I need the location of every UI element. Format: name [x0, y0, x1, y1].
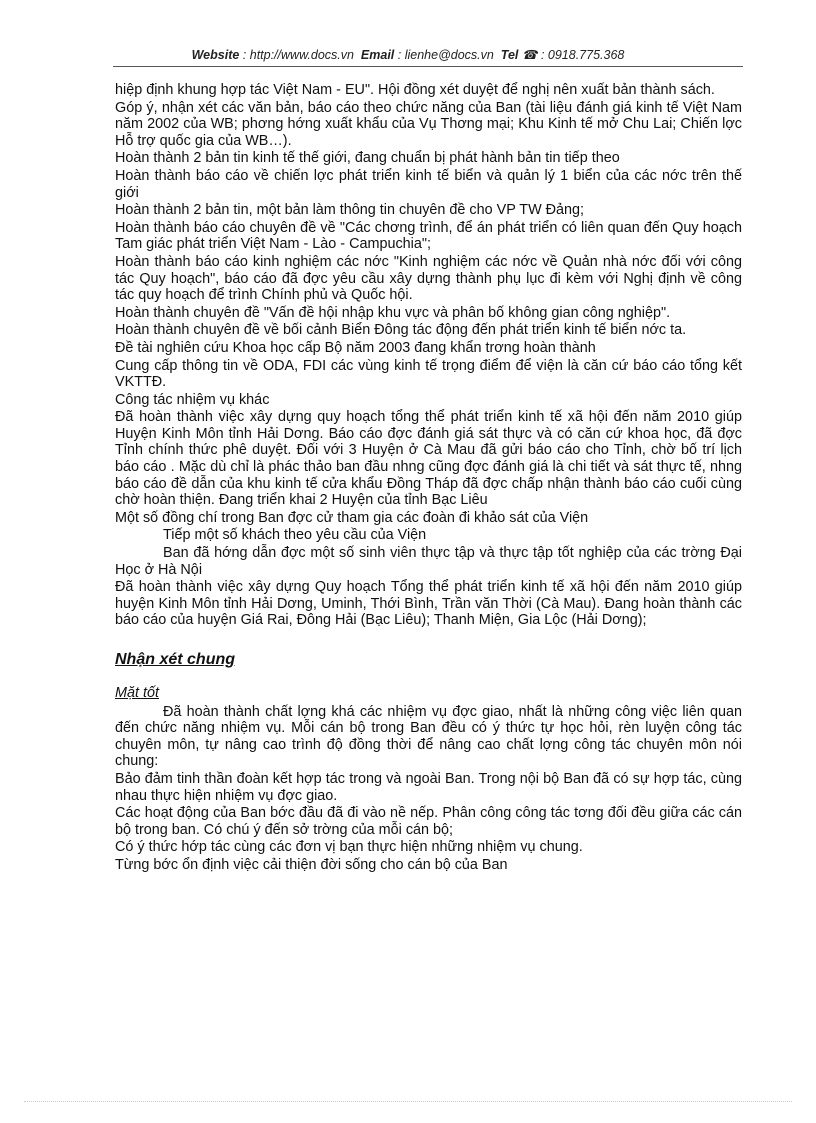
- paragraph: Công tác nhiệm vụ khác: [115, 391, 270, 408]
- tel-value: : 0918.775.368: [540, 48, 625, 62]
- paragraph: Hoàn thành báo cáo chuyên đề về "Các chơng trình, để án phát triển có liên quan đến Quy hoạch Tam giác phát triển Việt Nam - Lào - Campuchia";: [115, 219, 742, 253]
- footer-divider: [24, 1101, 792, 1102]
- paragraph: Hoàn thành chuyên đề về bối cảnh Biển Đông tác động đến phát triển kinh tế biển nớc ta.: [115, 322, 687, 339]
- good-point: Bảo đảm tinh thần đoàn kết hợp tác trong và ngoài Ban. Trong nội bộ Ban đã có sự hợp tác, cùng nhau thực hiện nhiệm vụ đợc giao.: [115, 770, 742, 804]
- paragraph: Hoàn thành chuyên đề "Vấn đề hội nhập khu vực và phân bố không gian công nghiệp".: [115, 304, 671, 321]
- paragraph: Hoàn thành báo cáo kinh nghiệm các nớc "Kinh nghiệm các nớc về Quản nhà nớc đối với công tác Quy hoạch", báo cáo đã đợc yêu cầu xây dựng thành phụ lục đi kèm với Nghị định về công tác quy hoạch để trình Chính phủ và Quốc hội.: [115, 253, 742, 304]
- good-point: Từng bớc ổn định việc cải thiện đời sống cho cán bộ của Ban: [115, 856, 508, 873]
- paragraph: Hoàn thành 2 bản tin kinh tế thế giới, đang chuẩn bị phát hành bản tin tiếp theo: [115, 150, 620, 167]
- tel-label: Tel: [500, 48, 519, 62]
- document-body: [115, 82, 742, 875]
- email-label: Email: [360, 48, 395, 62]
- paragraph: hiệp định khung hợp tác Việt Nam - EU". Hội đồng xét duyệt để nghị nên xuất bản thành sách.: [115, 82, 715, 98]
- website-value: : http://www.docs.vn: [242, 48, 354, 62]
- paragraph: Hoàn thành báo cáo về chiến lợc phát triển kinh tế biển và quản lý 1 biển của các nớc trên thế giới: [115, 167, 742, 201]
- indented-paragraph: Ban đã hớng dẫn đợc một số sinh viên thực tập và thực tập tốt nghiệp của các trờng Đại Học ở Hà Nội: [115, 545, 742, 578]
- paragraph: Hoàn thành 2 bản tin, một bản làm thông tin chuyên đề cho VP TW Đảng;: [115, 202, 585, 219]
- page-header: [0, 47, 816, 62]
- paragraph: Một số đồng chí trong Ban đợc cử tham gia các đoàn đi khảo sát của Viện: [115, 509, 589, 526]
- email-value: : lienhe@docs.vn: [397, 48, 494, 62]
- indented-paragraph: Tiếp một số khách theo yêu cầu của Viện: [163, 527, 427, 544]
- website-label: Website: [191, 48, 240, 62]
- paragraph: Cung cấp thông tin về ODA, FDI các vùng kinh tế trọng điểm để viện là căn cứ báo cáo tổng kết VKTTĐ.: [115, 357, 742, 391]
- good-point: Có ý thức hớp tác cùng các đơn vị bạn thực hiện những nhiệm vụ chung.: [115, 839, 583, 856]
- phone-icon: ☎: [521, 48, 538, 62]
- paragraph: Đã hoàn thành việc xây dựng Quy hoạch Tổng thể phát triển kinh tế xã hội đến năm 2010 giúp huyện Kinh Môn tỉnh Hải Dơng, Uminh, Thới Bình, Trần văn Thời (Cà Mau). Đang hoàn thành các báo cáo của huyện Giá Rai, Đông Hải (Bạc Liêu); Thanh Miện, Gia Lộc (Hải Dơng);: [115, 579, 742, 629]
- section-heading: Nhận xét chung: [115, 651, 236, 668]
- subsection-heading: Mặt tốt: [115, 685, 159, 701]
- paragraph: Đã hoàn thành việc xây dựng quy hoạch tổng thể phát triển kinh tế xã hội đến năm 2010 giúp Huyện Kinh Môn tỉnh Hải Dơng. Báo cáo đợc đánh giá sát thực và có căn cứ khoa học, đã đợc Tỉnh chính thức phê duyệt. Đối với 3 Huyện ở Cà Mau đã gửi báo cáo cho Tỉnh, chờ bố trí lịch báo cáo . Mặc dù chỉ là phác thảo ban đầu nhng cũng đợc đánh giá là chi tiết và sát thực tế, nhng báo cáo đề dẫn của khu kinh tế cửa khẩu Đồng Tháp đã đợc chấp nhận thành báo cáo cuối cùng chờ hoàn thiện. Đang triển khai 2 Huyện của tỉnh Bạc Liêu: [115, 409, 742, 509]
- good-points-intro: Đã hoàn thành chất lợng khá các nhiệm vụ đợc giao, nhất là những công việc liên quan đến chức năng nhiệm vụ. Mỗi cán bộ trong Ban đều có ý thức tự học hỏi, rèn luyện công tác chuyên môn, tự nâng cao trình độ đồng thời để nâng cao chất lợng công tác chuyên môn nói chung:: [115, 703, 742, 770]
- paragraph: Góp ý, nhận xét các văn bản, báo cáo theo chức năng của Ban (tài liệu đánh giá kinh tế Việt Nam năm 2002 của WB; phơng hớng xuất khẩu của Vụ Thơng mại; Khu Kinh tế mở Chu Lai; Chiến lợc Hỗ trợ quốc gia của WB…).: [115, 99, 742, 149]
- paragraph: Đề tài nghiên cứu Khoa học cấp Bộ năm 2003 đang khẩn trơng hoàn thành: [115, 339, 596, 356]
- good-point: Các hoạt động của Ban bớc đầu đã đi vào nề nếp. Phân công công tác tơng đối đều giữa các cán bộ trong ban. Có chú ý đến sở trờng của mỗi cán bộ;: [115, 805, 742, 838]
- header-divider: [113, 66, 743, 67]
